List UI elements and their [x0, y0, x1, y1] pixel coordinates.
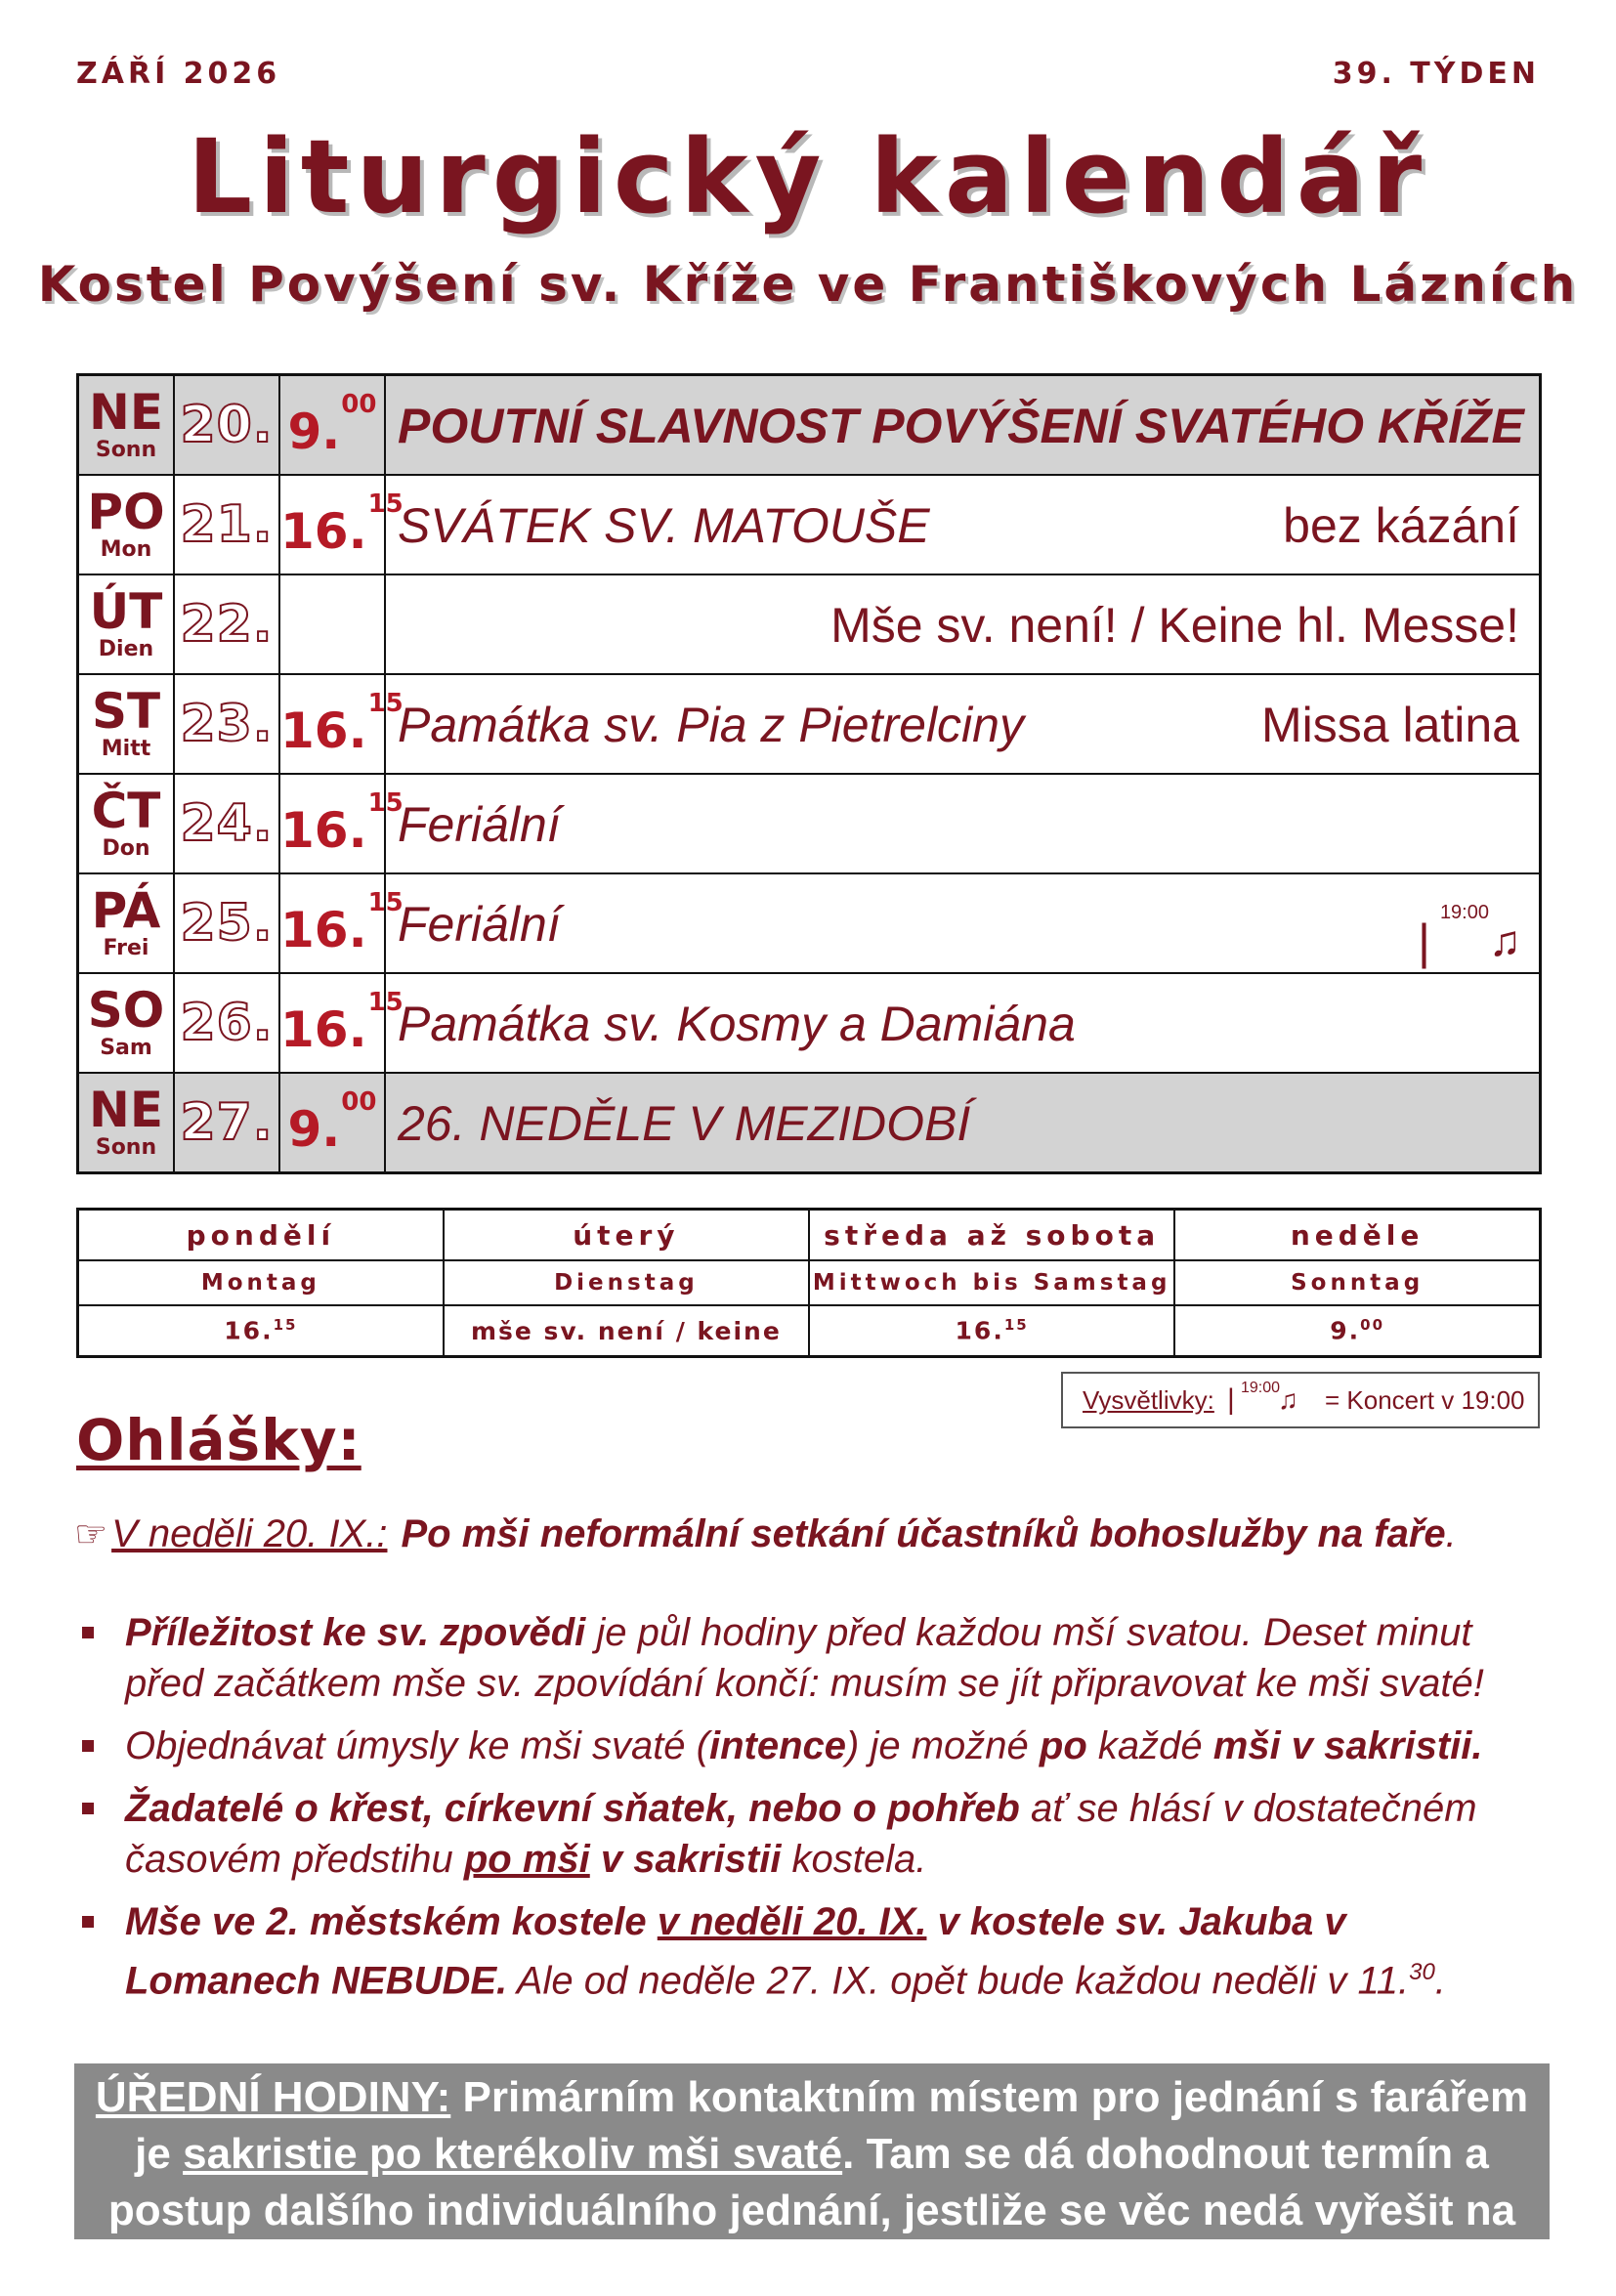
summary-day-de: Montag [78, 1260, 444, 1305]
mass-time-minutes: 15 [367, 489, 404, 520]
month-label: ZÁŘÍ 2026 [76, 57, 281, 91]
day-abbr-de: Dien [98, 637, 154, 661]
mass-time: 16. [280, 901, 367, 958]
date-number: 23. [180, 695, 274, 753]
summary-row-de [78, 1260, 1541, 1305]
summary-day-de: Mittwoch bis Samstag [809, 1260, 1174, 1305]
table-row [78, 674, 1541, 774]
day-abbr: ST [91, 683, 161, 740]
office-hours-box: ÚŘEDNÍ HODINY: Primárním kontaktním místem pro jednání s farářem je sakristie po kterékoliv mši svaté. Tam se dá dohodnout termín a postup dalšího individuálního jednání, jestliže se věc nedá vyřešit na místě hned. [74, 2063, 1550, 2239]
day-cell [78, 774, 175, 873]
bullet-square-icon [82, 1627, 94, 1638]
event-title: 26. NEDĚLE V MEZIDOBÍ [398, 1096, 971, 1151]
day-cell [78, 574, 175, 674]
event-title: Feriální [398, 797, 561, 852]
event-cell [385, 873, 1541, 973]
day-cell [78, 475, 175, 574]
legend-time: 19:00 [1241, 1380, 1281, 1396]
legend-label: Vysvětlivky: [1083, 1385, 1214, 1415]
day-abbr: SO [87, 982, 165, 1039]
list-item: Příležitost ke sv. zpovědi je půl hodiny před každou mší svatou. Deset minut před začátkem mše sv. zpovídání končí: musím se jít připravovat ke mši svaté! [76, 1607, 1552, 1709]
time-cell [279, 873, 404, 973]
day-cell [78, 873, 175, 973]
time-cell [279, 375, 385, 476]
event-note: Mše sv. není! / Keine hl. Messe! [830, 598, 1519, 653]
event-title: SVÁTEK SV. MATOUŠE [398, 498, 930, 553]
day-abbr-de: Frei [103, 936, 149, 960]
concert-time: 19:00 [1439, 902, 1489, 923]
date-cell [174, 674, 279, 774]
event-title: Feriální [398, 897, 561, 952]
date-number: 20. [180, 396, 274, 454]
mass-time-minutes: 15 [367, 788, 404, 819]
day-abbr-de: Don [102, 836, 150, 861]
page-title: Liturgický kalendář [187, 117, 1429, 236]
mass-time: 16. [280, 1000, 367, 1058]
pointing-hand-icon: ☞ [74, 1514, 108, 1555]
table-row [78, 973, 1541, 1073]
date-number: 26. [180, 994, 274, 1052]
event-title: POUTNÍ SLAVNOST POVÝŠENÍ SVATÉHO KŘÍŽE [398, 399, 1524, 453]
music-note-icon: ♫ [1489, 916, 1521, 965]
day-cell [78, 973, 175, 1073]
summary-time: 9.00 [1174, 1305, 1540, 1357]
date-cell [174, 973, 279, 1073]
mass-time-minutes: 15 [367, 689, 404, 719]
pointer-label: V neděli 20. IX.: [111, 1512, 388, 1555]
date-cell [174, 375, 279, 476]
day-abbr: PO [87, 484, 165, 540]
time-cell [279, 574, 385, 674]
day-abbr-de: Mon [100, 537, 152, 562]
event-cell [385, 674, 1541, 774]
announcement-list [76, 1607, 1552, 2018]
schedule-table [76, 373, 1542, 1174]
legend-box [1061, 1372, 1540, 1428]
date-cell [174, 774, 279, 873]
mass-time: 16. [280, 801, 367, 859]
mass-time: 9. [287, 1100, 341, 1158]
date-number: 22. [180, 595, 274, 654]
event-note: bez kázání [1283, 498, 1519, 553]
time-cell [279, 674, 404, 774]
day-cell [78, 1073, 175, 1173]
bullet-square-icon [82, 1916, 94, 1928]
music-note-icon: ♫ [1278, 1384, 1298, 1415]
table-row [78, 1073, 1541, 1173]
date-cell [174, 873, 279, 973]
summary-table [76, 1208, 1542, 1358]
week-label: 39. TÝDEN [1332, 57, 1540, 91]
date-number: 24. [180, 794, 274, 853]
summary-row-cz [78, 1210, 1541, 1261]
event-cell [385, 574, 1541, 674]
event-title: Památka sv. Pia z Pietrelciny [398, 698, 1024, 752]
list-item: Mše ve 2. městském kostele v neděli 20. IX. v kostele sv. Jakuba v Lomanech NEBUDE. Ale od neděle 27. IX. opět bude každou neděli v 11.30. [76, 1896, 1552, 2006]
pointer-announcement: ☞ V neděli 20. IX.: Po mši neformální setkání účastníků bohoslužby na faře. [74, 1512, 1457, 1555]
mass-time: 9. [287, 403, 341, 460]
date-cell [174, 574, 279, 674]
table-row [78, 574, 1541, 674]
date-cell [174, 1073, 279, 1173]
mass-time-minutes: 15 [367, 888, 404, 918]
table-row [78, 475, 1541, 574]
event-cell [385, 475, 1541, 574]
mass-time: 16. [280, 702, 367, 759]
bullet-square-icon [82, 1803, 94, 1814]
table-row [78, 873, 1541, 973]
concert-marker: |19:00♫ [1417, 902, 1521, 969]
event-cell [385, 375, 1541, 476]
legend-text: = Koncert v 19:00 [1325, 1385, 1525, 1415]
list-item: Objednávat úmysly ke mši svaté (intence) je možné po každé mši v sakristii. [76, 1721, 1552, 1771]
date-cell [174, 475, 279, 574]
day-abbr-de: Mitt [101, 737, 151, 761]
office-hours-label: ÚŘEDNÍ HODINY: [95, 2073, 451, 2121]
mass-time-minutes: 15 [367, 988, 404, 1018]
summary-day-cz: pondělí [78, 1210, 444, 1261]
date-number: 21. [180, 495, 274, 554]
summary-day-cz: neděle [1174, 1210, 1540, 1261]
time-cell [279, 774, 404, 873]
mass-time-minutes: 00 [341, 1087, 377, 1118]
time-cell [279, 475, 404, 574]
summary-day-de: Dienstag [444, 1260, 809, 1305]
day-abbr: ČT [91, 783, 161, 839]
day-abbr-de: Sonn [95, 1135, 157, 1160]
summary-day-cz: úterý [444, 1210, 809, 1261]
event-cell [385, 774, 1541, 873]
list-item: Žadatelé o křest, církevní sňatek, nebo o pohřeb ať se hlásí v dostatečném časovém předstihu po mši v sakristii kostela. [76, 1783, 1552, 1885]
day-cell [78, 375, 175, 476]
table-row [78, 375, 1541, 476]
summary-day-cz: středa až sobota [809, 1210, 1174, 1261]
announcements-heading: Ohlášky: [76, 1407, 361, 1473]
day-cell [78, 674, 175, 774]
office-hours-place: sakristie po kterékoliv mši svaté [183, 2130, 843, 2178]
day-abbr: NE [88, 384, 163, 441]
table-row [78, 774, 1541, 873]
day-abbr: ÚT [89, 583, 163, 640]
event-cell [385, 1073, 1541, 1173]
mass-time-minutes: 00 [341, 390, 377, 420]
bullet-square-icon [82, 1740, 94, 1752]
event-cell [385, 973, 1541, 1073]
summary-time: mše sv. není / keine [444, 1305, 809, 1357]
day-abbr: NE [88, 1082, 163, 1138]
legend-bar: | [1227, 1383, 1235, 1416]
day-abbr: PÁ [91, 882, 161, 939]
date-number: 25. [180, 894, 274, 953]
day-abbr-de: Sonn [95, 438, 157, 462]
day-abbr-de: Sam [100, 1036, 152, 1060]
event-note: Missa latina [1261, 698, 1519, 752]
summary-time: 16.15 [809, 1305, 1174, 1357]
pointer-text: Po mši neformální setkání účastníků bohoslužby na faře [401, 1512, 1446, 1555]
time-cell [279, 973, 404, 1073]
page-subtitle: Kostel Povýšení sv. Kříže ve Františkových Lázních [37, 256, 1579, 313]
date-number: 27. [180, 1093, 274, 1152]
summary-day-de: Sonntag [1174, 1260, 1540, 1305]
summary-time: 16.15 [78, 1305, 444, 1357]
mass-time: 16. [280, 502, 367, 560]
summary-row-times [78, 1305, 1541, 1357]
event-title: Památka sv. Kosmy a Damiána [398, 997, 1076, 1051]
time-cell [279, 1073, 385, 1173]
